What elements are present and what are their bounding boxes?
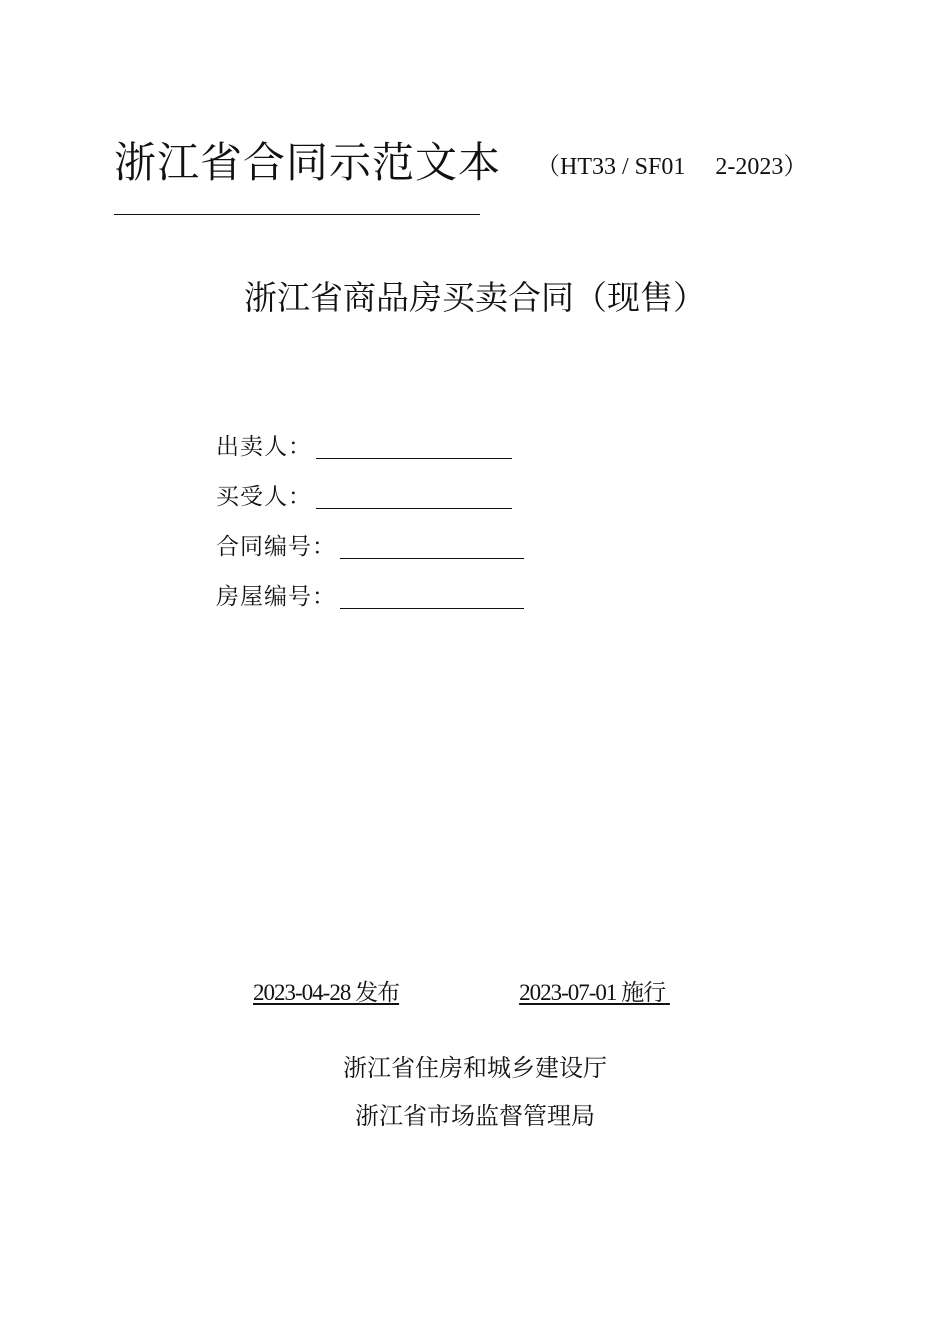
contract-number-label: 合同编号： [216,534,336,559]
issuer-market-supervision: 浙江省市场监督管理局 [355,1102,595,1130]
template-series-title: 浙江省合同示范文本 [114,138,502,187]
house-number-field [216,580,524,612]
seller-label: 出卖人： [216,434,312,459]
contract-number-blank[interactable] [340,534,524,559]
house-number-blank[interactable] [340,584,524,609]
date-line [253,978,670,1008]
house-number-label: 房屋编号： [216,584,336,609]
template-code-part-1: （HT33 / SF01 [536,154,686,180]
buyer-blank[interactable] [316,484,512,509]
buyer-field [216,480,512,512]
effective-date: 2023-07-01 施行 [519,980,666,1005]
header-divider [114,214,480,215]
contract-number-field [216,530,524,562]
contract-title: 浙江省商品房买卖合同（现售） [244,278,706,317]
seller-blank[interactable] [316,434,512,459]
seller-field [216,430,512,462]
template-code-part-2: 2-2023） [715,154,808,180]
buyer-label: 买受人： [216,484,312,509]
issuer-housing-department: 浙江省住房和城乡建设厅 [343,1054,607,1082]
publish-date: 2023-04-28 发布 [253,980,400,1005]
template-code [536,152,807,182]
